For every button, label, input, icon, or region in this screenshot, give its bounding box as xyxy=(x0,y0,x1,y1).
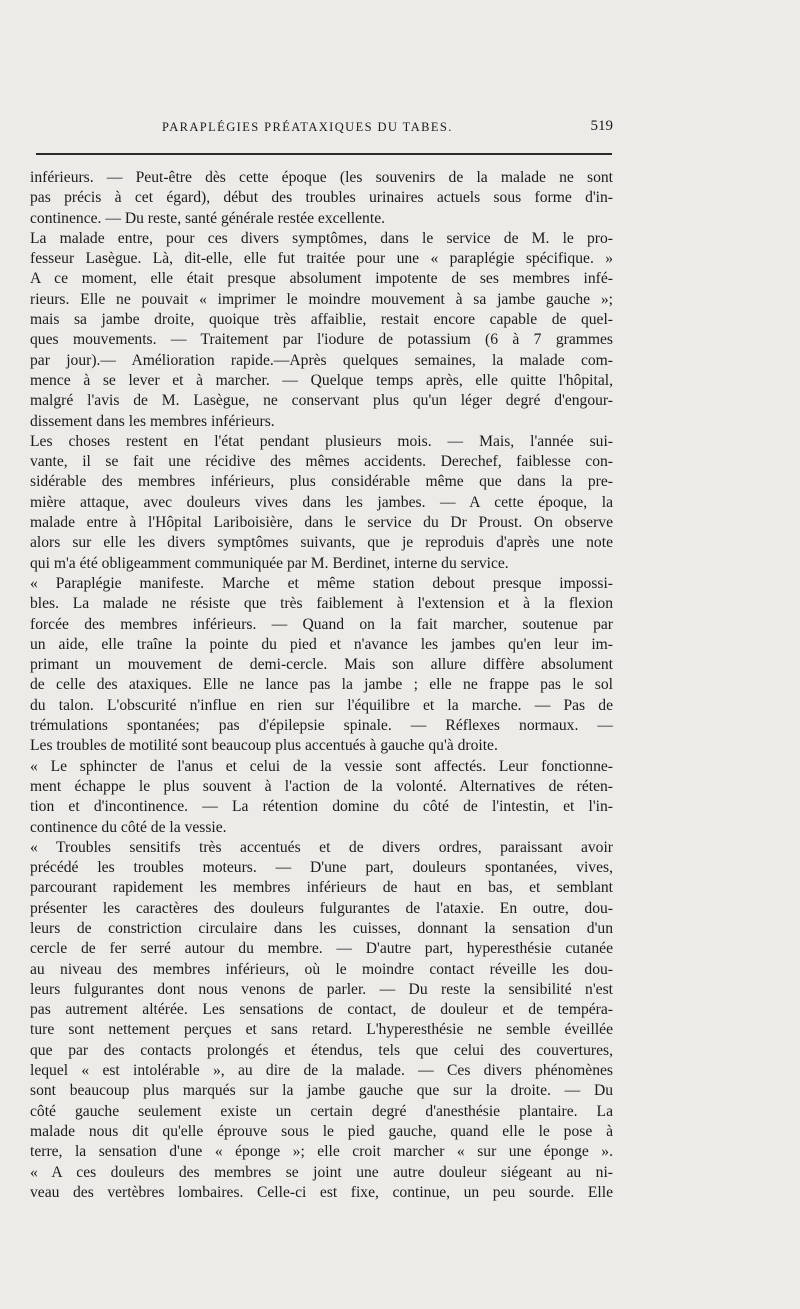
text-line: malgré l'avis de M. Lasègue, ne conservant plus qu'un léger degré d'engour- xyxy=(30,392,613,410)
text-line: Les troubles de motilité sont beaucoup plus accentués à gauche qu'à droite. xyxy=(30,737,498,755)
body-text xyxy=(30,168,613,1203)
text-line: trémulations spontanées; pas d'épilepsie spinale. — Réflexes normaux. — xyxy=(30,717,613,735)
text-line: La malade entre, pour ces divers symptômes, dans le service de M. le pro- xyxy=(30,229,613,247)
text-line: rieurs. Elle ne pouvait « imprimer le moindre mouvement à sa jambe gauche »; xyxy=(30,290,613,308)
text-line: « Troubles sensitifs très accentués et de divers ordres, paraissant avoir xyxy=(30,838,613,856)
text-line: dissement dans les membres inférieurs. xyxy=(30,412,275,430)
text-line: pas précis à cet égard), début des troubles urinaires actuels sous forme d'in- xyxy=(30,189,613,207)
text-line: primant un mouvement de demi-cercle. Mais son allure diffère absolument xyxy=(30,656,613,674)
text-line: malade entre à l'Hôpital Lariboisière, dans le service du Dr Proust. On observe xyxy=(30,514,613,532)
text-line: qui m'a été obligeamment communiquée par M. Berdinet, interne du service. xyxy=(30,554,509,572)
text-line: malade nous dit qu'elle éprouve sous le pied gauche, quand elle le pose à xyxy=(30,1122,613,1140)
text-line: leurs de constriction circulaire dans les cuisses, donnant la sensation d'un xyxy=(30,919,613,937)
text-line: présenter les caractères des douleurs fulgurantes de l'ataxie. En outre, dou- xyxy=(30,899,613,917)
text-line: fesseur Lasègue. Là, dit-elle, elle fut traitée pour une « paraplégie spécifique. » xyxy=(30,250,613,268)
text-line: leurs fulgurantes dont nous venons de parler. — Du reste la sensibilité n'est xyxy=(30,980,613,998)
text-line: par jour).— Amélioration rapide.—Après quelques semaines, la malade com- xyxy=(30,351,613,369)
text-line: cercle de fer serré autour du membre. — D'autre part, hyperesthésie cutanée xyxy=(30,940,613,958)
page-number: 519 xyxy=(590,118,613,134)
text-line: alors sur elle les divers symptômes suivants, que je reproduis d'après une note xyxy=(30,534,613,552)
text-line: ment échappe le plus souvent à l'action de la volonté. Alternatives de réten- xyxy=(30,777,613,795)
text-line: que par des contacts prolongés et étendus, tels que celui des couvertures, xyxy=(30,1041,613,1059)
text-line: continence. — Du reste, santé générale restée excellente. xyxy=(30,209,386,227)
page-header xyxy=(30,120,615,142)
text-line: pas autrement altérée. Les sensations de contact, de douleur et de tempéra- xyxy=(30,1001,613,1019)
text-line: continence du côté de la vessie. xyxy=(30,818,227,836)
text-line: sont beaucoup plus marqués sur la jambe gauche que sur la droite. — Du xyxy=(30,1082,613,1100)
running-title: PARAPLÉGIES PRÉATAXIQUES DU TABES. xyxy=(162,120,453,134)
text-line: parcourant rapidement les membres inférieurs de haut en bas, et semblant xyxy=(30,879,613,897)
text-line: « Le sphincter de l'anus et celui de la vessie sont affectés. Leur fonctionne- xyxy=(30,757,613,775)
text-line: un aide, elle traîne la pointe du pied et n'avance les jambes qu'en leur im- xyxy=(30,635,613,653)
text-line: inférieurs. — Peut-être dès cette époque (les souvenirs de la malade ne sont xyxy=(30,169,613,186)
text-line: mence à se lever et à marcher. — Quelque temps après, elle quitte l'hôpital, xyxy=(30,371,613,389)
header-rule xyxy=(36,153,612,155)
text-line: A ce moment, elle était presque absolument impotente de ses membres infé- xyxy=(30,270,613,288)
text-line: au niveau des membres inférieurs, où le moindre contact réveille les dou- xyxy=(30,960,613,978)
text-line: de celle des ataxiques. Elle ne lance pas la jambe ; elle ne frappe pas le sol xyxy=(30,676,613,694)
text-line: précédé les troubles moteurs. — D'une part, douleurs spontanées, vives, xyxy=(30,859,613,877)
text-line: « Paraplégie manifeste. Marche et même station debout presque impossi- xyxy=(30,574,613,592)
text-line: veau des vertèbres lombaires. Celle-ci est fixe, continue, un peu sourde. Elle xyxy=(30,1183,613,1201)
text-line: mière attaque, avec douleurs vives dans les jambes. — A cette époque, la xyxy=(30,493,613,511)
text-line: Les choses restent en l'état pendant plusieurs mois. — Mais, l'année sui- xyxy=(30,432,613,450)
text-line: côté gauche seulement existe un certain degré d'anesthésie plantaire. La xyxy=(30,1102,613,1120)
text-line: sidérable des membres inférieurs, plus considérable même que dans la pre- xyxy=(30,473,613,491)
text-line: « A ces douleurs des membres se joint une autre douleur siégeant au ni- xyxy=(30,1163,613,1181)
text-line: mais sa jambe droite, quoique très affaiblie, restait encore capable de quel- xyxy=(30,311,613,329)
text-line: terre, la sensation d'une « éponge »; elle croit marcher « sur une éponge ». xyxy=(30,1143,613,1161)
text-line: du talon. L'obscurité n'influe en rien sur l'équilibre et la marche. — Pas de xyxy=(30,696,613,714)
body-paragraph xyxy=(30,168,613,1203)
text-line: bles. La malade ne résiste que très faiblement à l'extension et à la flexion xyxy=(30,595,613,613)
text-line: ques mouvements. — Traitement par l'iodure de potassium (6 à 7 grammes xyxy=(30,331,613,349)
text-line: ture sont nettement perçues et sans retard. L'hyperesthésie ne semble éveillée xyxy=(30,1021,613,1039)
text-line: lequel « est intolérable », au dire de la malade. — Ces divers phénomènes xyxy=(30,1062,613,1080)
text-line: tion et d'incontinence. — La rétention domine du côté de l'intestin, et l'in- xyxy=(30,798,613,816)
text-line: vante, il se fait une récidive des mêmes accidents. Derechef, faiblesse con- xyxy=(30,453,613,471)
text-line: forcée des membres inférieurs. — Quand on la fait marcher, soutenue par xyxy=(30,615,613,633)
